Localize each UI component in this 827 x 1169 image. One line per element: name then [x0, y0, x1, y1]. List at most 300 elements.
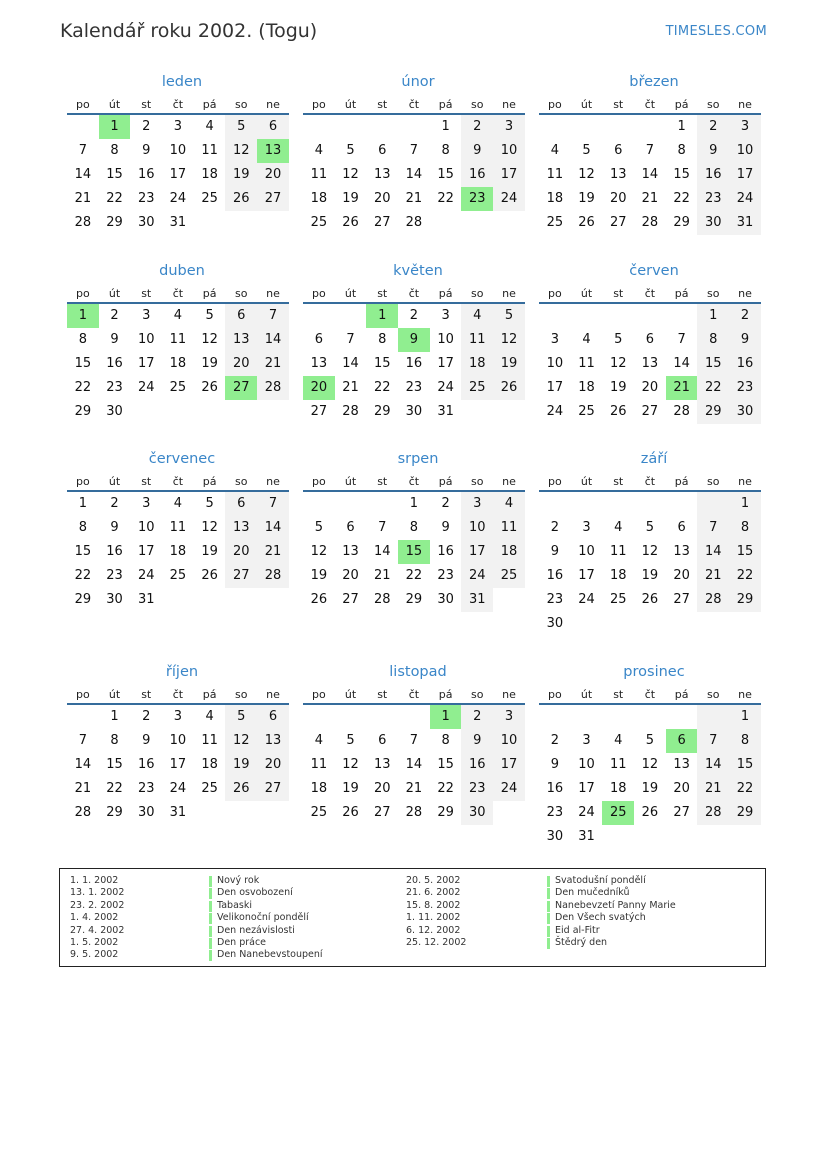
day-cell[interactable]: 11 [461, 328, 493, 352]
day-cell[interactable]: 4 [314, 733, 323, 748]
day-cell[interactable]: 16 [546, 781, 564, 796]
day-cell[interactable]: 15 [437, 757, 454, 772]
day-cell[interactable]: 11 [201, 733, 218, 748]
day-cell[interactable]: 9 [729, 328, 761, 352]
day-cell[interactable]: 3 [142, 308, 151, 323]
day-cell[interactable]: 23 [405, 380, 423, 395]
day-cell[interactable]: 30 [437, 592, 454, 607]
day-cell[interactable]: 13 [373, 167, 391, 182]
day-cell[interactable]: 1 [78, 496, 87, 511]
day-cell[interactable]: 31 [461, 588, 493, 612]
day-cell[interactable]: 21 [74, 191, 92, 206]
day-cell[interactable]: 23 [729, 376, 761, 400]
day-cell[interactable]: 29 [405, 592, 423, 607]
day-cell[interactable]: 10 [729, 139, 761, 163]
day-cell[interactable]: 11 [310, 167, 328, 182]
day-cell[interactable]: 7 [346, 332, 355, 347]
day-cell[interactable]: 31 [437, 404, 454, 419]
day-cell[interactable]: 14 [641, 167, 659, 182]
day-cell[interactable]: 4 [614, 520, 623, 535]
day-cell[interactable]: 2 [441, 496, 450, 511]
day-cell[interactable]: 9 [461, 139, 493, 163]
day-cell[interactable]: 29 [729, 801, 761, 825]
holiday-day-cell[interactable]: 21 [666, 376, 698, 400]
day-cell[interactable]: 5 [205, 308, 214, 323]
day-cell[interactable]: 27 [641, 404, 659, 419]
day-cell[interactable]: 24 [137, 568, 155, 583]
day-cell[interactable]: 29 [74, 592, 92, 607]
day-cell[interactable]: 3 [441, 308, 450, 323]
day-cell[interactable]: 11 [201, 143, 218, 158]
day-cell[interactable]: 15 [673, 167, 690, 182]
day-cell[interactable]: 3 [173, 119, 183, 134]
day-cell[interactable]: 31 [137, 592, 155, 607]
day-cell[interactable]: 14 [405, 167, 423, 182]
day-cell[interactable]: 26 [493, 376, 525, 400]
day-cell[interactable]: 14 [697, 540, 729, 564]
day-cell[interactable]: 3 [550, 332, 559, 347]
day-cell[interactable]: 4 [493, 492, 525, 516]
day-cell[interactable]: 8 [729, 516, 761, 540]
day-cell[interactable]: 29 [74, 404, 92, 419]
day-cell[interactable]: 11 [609, 544, 627, 559]
day-cell[interactable]: 11 [609, 757, 627, 772]
day-cell[interactable]: 24 [493, 187, 525, 211]
day-cell[interactable]: 1 [729, 492, 761, 516]
day-cell[interactable]: 2 [461, 705, 493, 729]
day-cell[interactable]: 15 [437, 167, 454, 182]
day-cell[interactable]: 27 [257, 777, 289, 801]
day-cell[interactable]: 17 [578, 568, 595, 583]
day-cell[interactable]: 24 [578, 592, 595, 607]
day-cell[interactable]: 23 [697, 187, 729, 211]
day-cell[interactable]: 27 [373, 805, 391, 820]
day-cell[interactable]: 22 [74, 568, 92, 583]
day-cell[interactable]: 8 [409, 520, 419, 535]
day-cell[interactable]: 6 [614, 143, 623, 158]
day-cell[interactable]: 25 [493, 564, 525, 588]
day-cell[interactable]: 5 [346, 733, 355, 748]
day-cell[interactable]: 30 [729, 400, 761, 424]
day-cell[interactable]: 3 [729, 115, 761, 139]
day-cell[interactable]: 13 [609, 167, 627, 182]
day-cell[interactable]: 2 [110, 496, 119, 511]
day-cell[interactable]: 20 [225, 540, 257, 564]
day-cell[interactable]: 17 [137, 356, 155, 371]
day-cell[interactable]: 31 [169, 805, 187, 820]
day-cell[interactable]: 12 [641, 544, 659, 559]
day-cell[interactable]: 16 [461, 753, 493, 777]
day-cell[interactable]: 8 [441, 143, 450, 158]
day-cell[interactable]: 12 [225, 139, 257, 163]
day-cell[interactable]: 23 [106, 568, 123, 583]
day-cell[interactable]: 6 [677, 520, 686, 535]
day-cell[interactable]: 23 [137, 191, 155, 206]
holiday-day-cell[interactable]: 6 [666, 729, 698, 753]
day-cell[interactable]: 3 [582, 733, 591, 748]
day-cell[interactable]: 19 [641, 781, 659, 796]
day-cell[interactable]: 19 [493, 352, 525, 376]
day-cell[interactable]: 24 [578, 805, 595, 820]
day-cell[interactable]: 5 [582, 143, 591, 158]
day-cell[interactable]: 24 [729, 187, 761, 211]
day-cell[interactable]: 4 [582, 332, 591, 347]
holiday-day-cell[interactable]: 9 [398, 328, 430, 352]
day-cell[interactable]: 3 [461, 492, 493, 516]
day-cell[interactable]: 23 [137, 781, 155, 796]
day-cell[interactable]: 25 [169, 568, 187, 583]
day-cell[interactable]: 2 [697, 115, 729, 139]
day-cell[interactable]: 26 [310, 592, 328, 607]
day-cell[interactable]: 2 [729, 304, 761, 328]
day-cell[interactable]: 6 [225, 492, 257, 516]
day-cell[interactable]: 28 [697, 801, 729, 825]
day-cell[interactable]: 10 [578, 544, 595, 559]
day-cell[interactable]: 18 [310, 781, 328, 796]
day-cell[interactable]: 6 [257, 705, 289, 729]
day-cell[interactable]: 25 [546, 215, 564, 230]
day-cell[interactable]: 26 [342, 215, 359, 230]
holiday-day-cell[interactable]: 27 [225, 376, 257, 400]
day-cell[interactable]: 20 [673, 568, 690, 583]
day-cell[interactable]: 2 [461, 115, 493, 139]
day-cell[interactable]: 12 [493, 328, 525, 352]
day-cell[interactable]: 19 [342, 191, 359, 206]
day-cell[interactable]: 2 [142, 119, 151, 134]
day-cell[interactable]: 12 [225, 729, 257, 753]
day-cell[interactable]: 4 [614, 733, 623, 748]
day-cell[interactable]: 8 [78, 520, 87, 535]
day-cell[interactable]: 9 [461, 729, 493, 753]
day-cell[interactable]: 15 [74, 356, 92, 371]
day-cell[interactable]: 22 [697, 376, 729, 400]
day-cell[interactable]: 26 [225, 777, 257, 801]
day-cell[interactable]: 15 [373, 356, 391, 371]
day-cell[interactable]: 26 [225, 187, 257, 211]
day-cell[interactable]: 16 [405, 356, 423, 371]
day-cell[interactable]: 16 [729, 352, 761, 376]
day-cell[interactable]: 28 [373, 592, 391, 607]
day-cell[interactable]: 11 [169, 332, 187, 347]
day-cell[interactable]: 4 [314, 143, 323, 158]
day-cell[interactable]: 25 [578, 404, 595, 419]
day-cell[interactable]: 7 [78, 733, 87, 748]
day-cell[interactable]: 9 [441, 520, 450, 535]
day-cell[interactable]: 13 [373, 757, 391, 772]
day-cell[interactable]: 15 [729, 540, 761, 564]
day-cell[interactable]: 24 [461, 564, 493, 588]
day-cell[interactable]: 10 [137, 520, 155, 535]
day-cell[interactable]: 18 [578, 380, 595, 395]
day-cell[interactable]: 29 [673, 215, 690, 230]
day-cell[interactable]: 27 [225, 564, 257, 588]
day-cell[interactable]: 6 [314, 332, 323, 347]
day-cell[interactable]: 25 [310, 805, 328, 820]
day-cell[interactable]: 9 [697, 139, 729, 163]
day-cell[interactable]: 7 [257, 304, 289, 328]
day-cell[interactable]: 22 [106, 191, 123, 206]
day-cell[interactable]: 13 [257, 729, 289, 753]
day-cell[interactable]: 9 [110, 520, 119, 535]
day-cell[interactable]: 22 [405, 568, 423, 583]
day-cell[interactable]: 22 [729, 777, 761, 801]
day-cell[interactable]: 31 [729, 211, 761, 235]
day-cell[interactable]: 22 [106, 781, 123, 796]
day-cell[interactable]: 19 [578, 191, 595, 206]
day-cell[interactable]: 14 [257, 328, 289, 352]
day-cell[interactable]: 17 [493, 163, 525, 187]
day-cell[interactable]: 15 [697, 352, 729, 376]
day-cell[interactable]: 5 [314, 520, 323, 535]
day-cell[interactable]: 19 [201, 356, 218, 371]
day-cell[interactable]: 18 [310, 191, 328, 206]
day-cell[interactable]: 22 [74, 380, 92, 395]
day-cell[interactable]: 25 [310, 215, 328, 230]
day-cell[interactable]: 9 [550, 757, 559, 772]
day-cell[interactable]: 7 [409, 143, 419, 158]
day-cell[interactable]: 15 [106, 167, 123, 182]
day-cell[interactable]: 18 [169, 356, 187, 371]
holiday-day-cell[interactable]: 1 [67, 304, 99, 328]
day-cell[interactable]: 21 [405, 191, 423, 206]
day-cell[interactable]: 3 [173, 709, 183, 724]
day-cell[interactable]: 9 [142, 143, 151, 158]
day-cell[interactable]: 30 [137, 215, 155, 230]
day-cell[interactable]: 26 [641, 592, 659, 607]
day-cell[interactable]: 2 [550, 733, 559, 748]
day-cell[interactable]: 30 [106, 404, 123, 419]
day-cell[interactable]: 26 [609, 404, 627, 419]
day-cell[interactable]: 22 [437, 191, 454, 206]
day-cell[interactable]: 3 [582, 520, 591, 535]
day-cell[interactable]: 16 [137, 757, 155, 772]
day-cell[interactable]: 20 [342, 568, 359, 583]
day-cell[interactable]: 13 [673, 544, 690, 559]
holiday-day-cell[interactable]: 15 [398, 540, 430, 564]
day-cell[interactable]: 21 [697, 564, 729, 588]
day-cell[interactable]: 26 [641, 805, 659, 820]
day-cell[interactable]: 29 [437, 805, 454, 820]
day-cell[interactable]: 28 [673, 404, 690, 419]
day-cell[interactable]: 14 [257, 516, 289, 540]
day-cell[interactable]: 14 [342, 356, 359, 371]
day-cell[interactable]: 27 [310, 404, 328, 419]
day-cell[interactable]: 26 [201, 380, 218, 395]
day-cell[interactable]: 18 [493, 540, 525, 564]
day-cell[interactable]: 2 [142, 709, 151, 724]
day-cell[interactable]: 17 [169, 757, 187, 772]
day-cell[interactable]: 3 [493, 115, 525, 139]
day-cell[interactable]: 7 [78, 143, 87, 158]
day-cell[interactable]: 6 [378, 733, 387, 748]
day-cell[interactable]: 29 [106, 215, 123, 230]
day-cell[interactable]: 21 [405, 781, 423, 796]
day-cell[interactable]: 12 [201, 332, 218, 347]
site-logo[interactable]: TIMESLES.COM [665, 24, 767, 39]
day-cell[interactable]: 18 [546, 191, 564, 206]
day-cell[interactable]: 17 [169, 167, 187, 182]
day-cell[interactable]: 10 [546, 356, 564, 371]
day-cell[interactable]: 17 [493, 753, 525, 777]
day-cell[interactable]: 23 [546, 592, 564, 607]
day-cell[interactable]: 7 [697, 729, 729, 753]
day-cell[interactable]: 24 [546, 404, 564, 419]
day-cell[interactable]: 13 [225, 516, 257, 540]
day-cell[interactable]: 11 [546, 167, 564, 182]
day-cell[interactable]: 26 [342, 805, 359, 820]
day-cell[interactable]: 24 [137, 380, 155, 395]
day-cell[interactable]: 22 [437, 781, 454, 796]
day-cell[interactable]: 14 [697, 753, 729, 777]
day-cell[interactable]: 25 [461, 376, 493, 400]
day-cell[interactable]: 16 [697, 163, 729, 187]
day-cell[interactable]: 9 [550, 544, 559, 559]
day-cell[interactable]: 20 [609, 191, 627, 206]
day-cell[interactable]: 23 [437, 568, 454, 583]
day-cell[interactable]: 8 [697, 328, 729, 352]
day-cell[interactable]: 28 [257, 376, 289, 400]
day-cell[interactable]: 5 [205, 496, 214, 511]
holiday-day-cell[interactable]: 1 [366, 304, 398, 328]
day-cell[interactable]: 17 [578, 781, 595, 796]
day-cell[interactable]: 14 [673, 356, 690, 371]
day-cell[interactable]: 3 [493, 705, 525, 729]
day-cell[interactable]: 4 [550, 143, 559, 158]
day-cell[interactable]: 20 [373, 191, 391, 206]
day-cell[interactable]: 8 [110, 143, 119, 158]
day-cell[interactable]: 27 [342, 592, 359, 607]
day-cell[interactable]: 16 [106, 356, 123, 371]
day-cell[interactable]: 31 [578, 829, 595, 844]
day-cell[interactable]: 9 [142, 733, 151, 748]
day-cell[interactable]: 24 [437, 380, 454, 395]
day-cell[interactable]: 20 [641, 380, 659, 395]
day-cell[interactable]: 16 [461, 163, 493, 187]
day-cell[interactable]: 5 [614, 332, 623, 347]
day-cell[interactable]: 26 [578, 215, 595, 230]
day-cell[interactable]: 24 [169, 781, 187, 796]
day-cell[interactable]: 13 [641, 356, 659, 371]
day-cell[interactable]: 19 [225, 163, 257, 187]
day-cell[interactable]: 12 [641, 757, 659, 772]
day-cell[interactable]: 19 [310, 568, 328, 583]
day-cell[interactable]: 5 [645, 733, 655, 748]
day-cell[interactable]: 17 [546, 380, 564, 395]
day-cell[interactable]: 22 [373, 380, 391, 395]
day-cell[interactable]: 28 [257, 564, 289, 588]
day-cell[interactable]: 30 [461, 801, 493, 825]
day-cell[interactable]: 1 [441, 119, 450, 134]
day-cell[interactable]: 21 [257, 540, 289, 564]
day-cell[interactable]: 19 [342, 781, 359, 796]
day-cell[interactable]: 22 [729, 564, 761, 588]
day-cell[interactable]: 21 [641, 191, 659, 206]
day-cell[interactable]: 10 [493, 729, 525, 753]
day-cell[interactable]: 23 [546, 805, 564, 820]
day-cell[interactable]: 30 [137, 805, 155, 820]
day-cell[interactable]: 14 [373, 544, 391, 559]
holiday-day-cell[interactable]: 1 [430, 705, 462, 729]
day-cell[interactable]: 19 [201, 544, 218, 559]
day-cell[interactable]: 4 [461, 304, 493, 328]
holiday-day-cell[interactable]: 20 [303, 376, 335, 400]
day-cell[interactable]: 30 [405, 404, 423, 419]
day-cell[interactable]: 27 [673, 805, 690, 820]
day-cell[interactable]: 10 [578, 757, 595, 772]
day-cell[interactable]: 7 [645, 143, 655, 158]
day-cell[interactable]: 15 [729, 753, 761, 777]
day-cell[interactable]: 16 [137, 167, 155, 182]
day-cell[interactable]: 13 [342, 544, 359, 559]
day-cell[interactable]: 6 [378, 143, 387, 158]
day-cell[interactable]: 15 [106, 757, 123, 772]
day-cell[interactable]: 10 [493, 139, 525, 163]
day-cell[interactable]: 29 [373, 404, 391, 419]
day-cell[interactable]: 29 [729, 588, 761, 612]
day-cell[interactable]: 13 [673, 757, 690, 772]
day-cell[interactable]: 28 [74, 215, 92, 230]
day-cell[interactable]: 13 [310, 356, 328, 371]
day-cell[interactable]: 4 [205, 709, 214, 724]
day-cell[interactable]: 28 [74, 805, 92, 820]
day-cell[interactable]: 2 [550, 520, 559, 535]
day-cell[interactable]: 14 [405, 757, 423, 772]
day-cell[interactable]: 28 [697, 588, 729, 612]
day-cell[interactable]: 10 [461, 516, 493, 540]
day-cell[interactable]: 17 [729, 163, 761, 187]
day-cell[interactable]: 31 [169, 215, 187, 230]
day-cell[interactable]: 18 [461, 352, 493, 376]
day-cell[interactable]: 1 [729, 705, 761, 729]
day-cell[interactable]: 30 [106, 592, 123, 607]
day-cell[interactable]: 18 [169, 544, 187, 559]
day-cell[interactable]: 1 [677, 119, 686, 134]
day-cell[interactable]: 12 [342, 757, 359, 772]
day-cell[interactable]: 4 [173, 496, 183, 511]
day-cell[interactable]: 12 [201, 520, 218, 535]
day-cell[interactable]: 25 [169, 380, 187, 395]
day-cell[interactable]: 7 [677, 332, 686, 347]
day-cell[interactable]: 10 [169, 733, 187, 748]
day-cell[interactable]: 18 [609, 568, 627, 583]
day-cell[interactable]: 23 [461, 777, 493, 801]
day-cell[interactable]: 14 [74, 757, 92, 772]
day-cell[interactable]: 8 [729, 729, 761, 753]
day-cell[interactable]: 27 [609, 215, 627, 230]
day-cell[interactable]: 18 [201, 757, 218, 772]
day-cell[interactable]: 25 [201, 781, 218, 796]
day-cell[interactable]: 5 [645, 520, 655, 535]
day-cell[interactable]: 20 [373, 781, 391, 796]
day-cell[interactable]: 17 [137, 544, 155, 559]
day-cell[interactable]: 12 [342, 167, 359, 182]
day-cell[interactable]: 5 [225, 115, 257, 139]
day-cell[interactable]: 9 [110, 332, 119, 347]
day-cell[interactable]: 25 [609, 592, 627, 607]
day-cell[interactable]: 4 [205, 119, 214, 134]
day-cell[interactable]: 5 [493, 304, 525, 328]
day-cell[interactable]: 12 [609, 356, 627, 371]
day-cell[interactable]: 2 [409, 308, 419, 323]
day-cell[interactable]: 20 [673, 781, 690, 796]
day-cell[interactable]: 18 [201, 167, 218, 182]
day-cell[interactable]: 22 [673, 191, 690, 206]
day-cell[interactable]: 11 [169, 520, 187, 535]
day-cell[interactable]: 28 [405, 215, 423, 230]
day-cell[interactable]: 29 [697, 400, 729, 424]
day-cell[interactable]: 26 [201, 568, 218, 583]
day-cell[interactable]: 28 [405, 805, 423, 820]
